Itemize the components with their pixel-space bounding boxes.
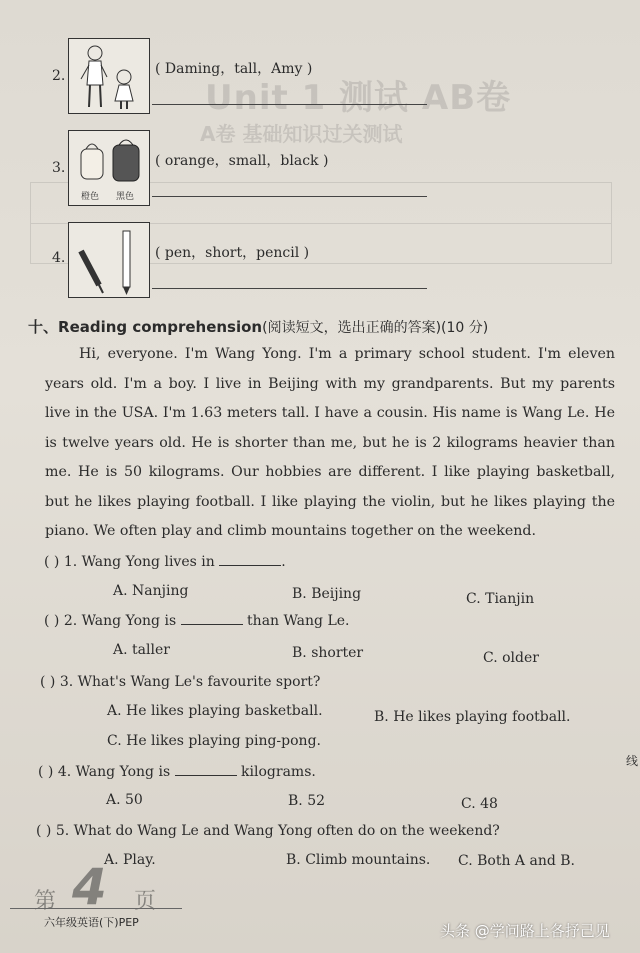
q5-option-c[interactable]: C. Both A and B. — [458, 853, 575, 869]
q5-option-a[interactable]: A. Play. — [104, 852, 156, 868]
q4-option-b[interactable]: B. 52 — [288, 793, 326, 809]
binding-line-mark: 线 — [626, 754, 639, 768]
orange-tag: 橙色 — [81, 192, 100, 202]
heading-english: Reading comprehension — [58, 318, 263, 336]
fill-blank[interactable] — [181, 612, 243, 625]
page-prefix: 第 — [34, 889, 57, 914]
black-tag: 黑色 — [116, 192, 135, 202]
exercise-4-answer-line[interactable] — [152, 288, 427, 289]
answer-paren[interactable]: ( ) — [38, 764, 54, 780]
question-1-stem: 1. Wang Yong lives in — [63, 554, 215, 570]
question-2-stem: 2. Wang Yong is — [63, 613, 177, 629]
exercise-4-number: 4. — [52, 250, 66, 266]
q2-option-a[interactable]: A. taller — [113, 642, 170, 658]
reading-heading — [28, 316, 488, 337]
question-5 — [36, 823, 500, 839]
page-number: 4 — [72, 858, 107, 916]
exercise-2-picture — [68, 38, 150, 114]
q4-option-a[interactable]: A. 50 — [106, 792, 143, 808]
exercise-4-hint: ( pen，short，pencil ) — [155, 245, 310, 261]
ghost-section-title: A卷 基础知识过关测试 — [200, 122, 403, 146]
watermark-text: 头条 @学问路上各抒己见 — [440, 922, 610, 940]
question-2-stem-end: than Wang Le. — [247, 613, 350, 629]
q1-option-a[interactable]: A. Nanjing — [113, 583, 189, 599]
pen-and-pencil-icon — [69, 223, 149, 297]
question-4-stem-end: kilograms. — [241, 764, 316, 780]
boy-and-girl-icon — [69, 39, 149, 113]
q2-option-b[interactable]: B. shorter — [292, 645, 364, 661]
exercise-3-answer-line[interactable] — [152, 196, 427, 197]
q1-option-c[interactable]: C. Tianjin — [466, 591, 535, 607]
passage-text: Hi, everyone. I'm Wang Yong. I'm a primary school student. I'm eleven years old. I'm a boy. I live in Beijing with my grandparents. But my parents live in the USA. I'm 1.63 meters tall. I have a cousin. His name is Wang Le. He is twelve years old. He is shorter than me, but he is 2 kilograms heavier than me. He is 50 kilograms. Our hobbies are different. I like playing basketball, but he likes playing football. I like playing the violin, but he likes playing the piano. We often play and climb mountains together on the weekend. — [45, 346, 615, 539]
answer-paren[interactable]: ( ) — [36, 823, 52, 839]
answer-paren[interactable]: ( ) — [44, 554, 60, 570]
q3-option-b[interactable]: B. He likes playing football. — [374, 709, 571, 725]
fill-blank[interactable] — [219, 553, 281, 566]
heading-prefix: 十、 — [28, 318, 59, 336]
footer-divider — [10, 908, 182, 909]
exercise-2-number: 2. — [52, 68, 66, 84]
question-1-stem-end: . — [281, 554, 286, 570]
question-2 — [44, 612, 349, 629]
heading-chinese: (阅读短文，选出正确的答案)(10 分) — [262, 320, 489, 336]
exercise-3-hint: ( orange，small，black ) — [155, 153, 329, 169]
question-5-stem: 5. What do Wang Le and Wang Yong often do on the weekend? — [55, 823, 500, 839]
q1-option-b[interactable]: B. Beijing — [292, 586, 362, 602]
question-3 — [40, 674, 320, 690]
book-title: 六年级英语(下)PEP — [44, 916, 139, 929]
page-suffix: 页 — [134, 889, 157, 914]
question-3-stem: 3. What's Wang Le's favourite sport? — [59, 674, 321, 690]
question-4 — [38, 763, 316, 780]
question-1 — [44, 553, 286, 570]
question-4-stem: 4. Wang Yong is — [57, 764, 171, 780]
exercise-2-answer-line[interactable] — [152, 104, 427, 105]
exercise-2-hint: ( Daming，tall，Amy ) — [155, 61, 313, 77]
q5-option-b[interactable]: B. Climb mountains. — [286, 852, 431, 868]
reading-passage — [45, 340, 615, 547]
q4-option-c[interactable]: C. 48 — [461, 796, 498, 812]
exercise-3-number: 3. — [52, 160, 66, 176]
q3-option-c[interactable]: C. He likes playing ping-pong. — [107, 733, 321, 749]
exercise-4-picture — [68, 222, 150, 298]
q3-option-a[interactable]: A. He likes playing basketball. — [107, 703, 323, 719]
exercise-3-picture — [68, 130, 150, 206]
answer-paren[interactable]: ( ) — [44, 613, 60, 629]
answer-paren[interactable]: ( ) — [40, 674, 56, 690]
fill-blank[interactable] — [175, 763, 237, 776]
q2-option-c[interactable]: C. older — [483, 650, 539, 666]
ghost-unit-title: Unit 1 测试 AB卷 — [205, 78, 512, 118]
